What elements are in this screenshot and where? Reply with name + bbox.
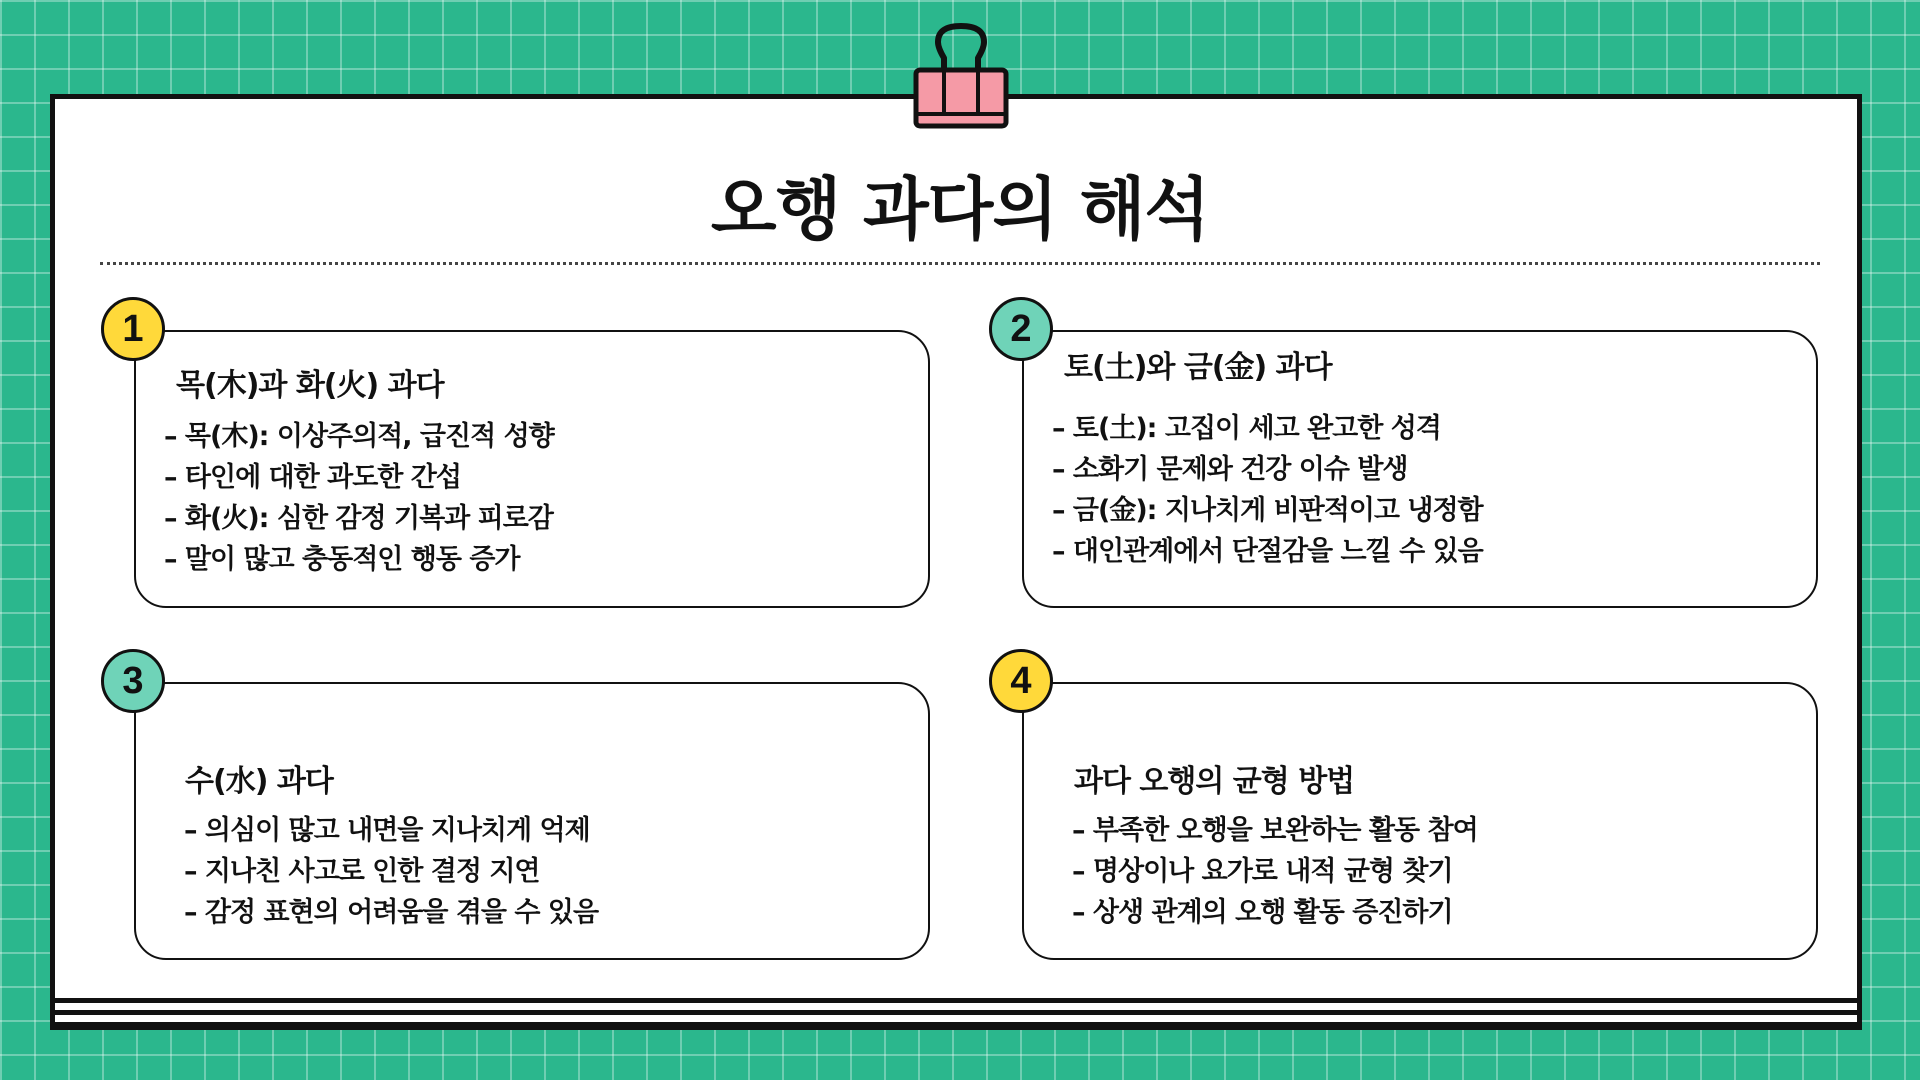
card-bullet: – 상생 관계의 오행 활동 증진하기 <box>1072 897 1453 928</box>
card-bullet-list <box>184 810 598 933</box>
card-bullet: – 감정 표현의 어려움을 겪을 수 있음 <box>184 897 599 928</box>
card-number-badge: 1 <box>101 297 165 361</box>
card-bullet: – 타인에 대한 과도한 간섭 <box>164 462 461 493</box>
card-title: 토(土)와 금(金) 과다 <box>1064 350 1332 385</box>
card-bullet-list <box>164 416 554 580</box>
card-number-badge: 3 <box>101 649 165 713</box>
card-bullet: – 말이 많고 충동적인 행동 증가 <box>164 544 520 575</box>
card-title: 수(水) 과다 <box>185 764 333 799</box>
binder-clip-icon <box>906 14 1016 134</box>
card-bullet: – 화(火): 심한 감정 기복과 피로감 <box>164 503 553 534</box>
card-bullet-list <box>1072 810 1478 933</box>
card-bullet: – 토(土): 고집이 세고 완고한 성격 <box>1052 413 1441 444</box>
page-title: 오행 과다의 해석 <box>710 171 1210 250</box>
card-bullet: – 대인관계에서 단절감을 느낄 수 있음 <box>1052 536 1483 567</box>
card-bullet: – 목(木): 이상주의적, 급진적 성향 <box>164 421 554 452</box>
dotted-divider <box>100 262 1820 265</box>
card-bullet: – 금(金): 지나치게 비판적이고 냉정함 <box>1052 495 1483 526</box>
card-number-badge: 2 <box>989 297 1053 361</box>
card-bullet: – 부족한 오행을 보완하는 활동 참여 <box>1072 815 1478 846</box>
card-title: 과다 오행의 균형 방법 <box>1074 764 1355 799</box>
card-bullet: – 명상이나 요가로 내적 균형 찾기 <box>1072 856 1453 887</box>
card-bullet: – 지나친 사고로 인한 결정 지연 <box>184 856 540 887</box>
card-title: 목(木)과 화(火) 과다 <box>176 368 444 403</box>
card-bullet: – 소화기 문제와 건강 이슈 발생 <box>1052 454 1408 485</box>
card-number-badge: 4 <box>989 649 1053 713</box>
card-bullet-list <box>1052 408 1483 572</box>
card-bullet: – 의심이 많고 내면을 지나치게 억제 <box>184 815 590 846</box>
bottom-stripes <box>50 998 1862 1034</box>
